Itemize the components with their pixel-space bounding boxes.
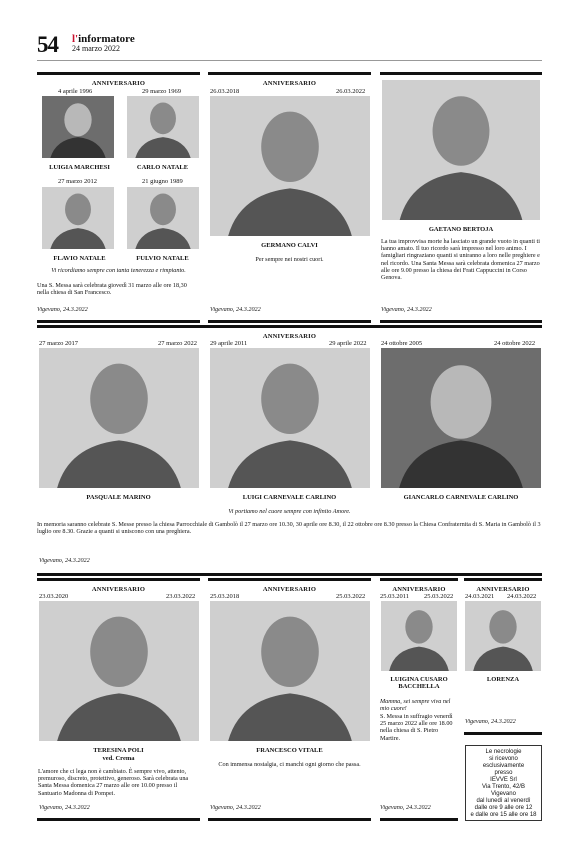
notice-line: IEVVE Srl: [490, 777, 517, 783]
portrait-photo: [465, 601, 541, 671]
portrait-photo: [39, 348, 199, 488]
deceased-name: GAETANO BERTOJA: [428, 226, 494, 233]
memorial-text: Una S. Messa sarà celebrata giovedì 31 marzo alle ore 18,30 nella chiesa di San Francesco.: [37, 282, 187, 297]
brand-word: informatore: [78, 33, 135, 45]
box-bottom-rule: [37, 320, 200, 323]
notice-line: dalle ore 9 alle ore 12: [474, 805, 533, 811]
footer-location: Vigevano, 24.3.2022: [210, 306, 261, 313]
anniversary-label: ANNIVERSARIO: [392, 586, 446, 593]
portrait-photo: [210, 348, 370, 488]
footer-location: Vigevano, 24.3.2022: [39, 557, 90, 564]
memorial-motto: Mamma, sei sempre viva nel mio cuore!: [380, 698, 451, 713]
footer-location: Vigevano, 24.3.2022: [39, 804, 90, 811]
date-label: 24 ottobre 2005: [381, 340, 423, 347]
obituary-notice-box: [465, 745, 542, 821]
box-bottom-rule: [464, 732, 542, 735]
page-number: 54: [37, 32, 58, 57]
box-top-rule: [37, 325, 542, 328]
anniversary-label: ANNIVERSARIO: [262, 586, 317, 593]
deceased-name: GERMANO CALVI: [261, 242, 318, 249]
date-label: 23.03.2022: [166, 593, 196, 600]
date-label: 25.03.2022: [424, 593, 454, 600]
memorial-text: La tua improvvisa morte ha lasciato un grande vuoto in quanti ti hanno amato. Il tuo ricordo sarà impresso nel loro animo. I famigliari ringraziano quanti si uniranno a loro nelle preghiere e nel ricordo. Una Santa Messa sarà celebrata domenica 27 marzo alle ore 9.00 presso la chiesa dei Frati Cappuccini in Corso Genova.: [381, 238, 540, 282]
memorial-motto: Vi ricordiamo sempre con tanta tenerezza e rimpianto.: [51, 267, 186, 274]
notice-line: Via Trento, 42/B: [482, 784, 525, 790]
notice-line: Le necrologie: [485, 749, 522, 755]
deceased-name: FRANCESCO VITALE: [256, 747, 323, 754]
portrait-photo: [39, 601, 199, 741]
portrait-photo: [381, 601, 457, 671]
date-label: 24 ottobre 2022: [494, 340, 536, 347]
deceased-name: LUIGINA CUSARO BACCHELLA: [390, 676, 448, 690]
header-divider: [37, 60, 542, 61]
box-top-rule: [37, 72, 200, 75]
deceased-name: TERESINA POLI: [93, 747, 144, 754]
notice-line: e dalle ore 15 alle ore 18: [470, 812, 537, 818]
deceased-name: PASQUALE MARINO: [86, 494, 151, 501]
box-top-rule: [208, 578, 371, 581]
date-label: 21 giugno 1989: [142, 178, 183, 185]
date-label: 27 marzo 2012: [58, 178, 97, 185]
portrait-photo: [127, 96, 199, 158]
notice-line: dal lunedì al venerdì: [476, 798, 531, 804]
portrait-photo: [382, 80, 540, 220]
anniversary-label: ANNIVERSARIO: [91, 586, 146, 593]
date-label: 24.03.2021: [465, 593, 495, 600]
footer-location: Vigevano, 24.3.2022: [381, 306, 432, 313]
notice-line: presso: [494, 770, 513, 776]
deceased-name: FLAVIO NATALE: [53, 255, 106, 262]
anniversary-label: ANNIVERSARIO: [262, 333, 317, 340]
deceased-name: LORENZA: [486, 676, 520, 683]
date-label: 4 aprile 1996: [58, 88, 93, 95]
date-label: 24.03.2022: [507, 593, 537, 600]
box-bottom-rule: [380, 320, 542, 323]
box-top-rule: [37, 578, 200, 581]
box-bottom-rule: [208, 320, 371, 323]
date-label: 25.03.2011: [380, 593, 410, 600]
notice-line: esclusivamente: [482, 763, 525, 769]
date-label: 25.03.2018: [210, 593, 240, 600]
portrait-photo: [210, 601, 370, 741]
notice-line: Vigevano: [491, 791, 516, 797]
issue-date: 24 marzo 2022: [72, 44, 120, 53]
deceased-name: FULVIO NATALE: [136, 255, 189, 262]
deceased-name: LUIGIA MARCHESI: [49, 164, 110, 171]
brand-prefix: l': [72, 33, 79, 45]
memorial-motto: Vi portiamo nel cuore sempre con infinito Amore.: [228, 508, 351, 515]
box-bottom-rule: [208, 818, 371, 821]
date-label: 27 marzo 2022: [158, 340, 197, 347]
portrait-photo: [210, 96, 370, 236]
date-label: 29 aprile 2022: [329, 340, 367, 347]
memorial-motto: Con immensa nostalgia, ci manchi ogni giorno che passa.: [218, 761, 361, 768]
box-bottom-rule: [380, 818, 458, 821]
deceased-name: LUIGI CARNEVALE CARLINO: [242, 494, 337, 501]
deceased-subname: ved. Crema: [102, 755, 135, 762]
footer-location: Vigevano, 24.3.2022: [37, 306, 88, 313]
memorial-text: S. Messa in suffragio venerdì 25 marzo 2022 alle ore 18.00 nella chiesa di S. Pietro Martire.: [380, 713, 453, 742]
box-bottom-rule: [37, 573, 542, 576]
anniversary-label: ANNIVERSARIO: [262, 80, 317, 87]
date-label: 23.03.2020: [39, 593, 69, 600]
deceased-name: GIANCARLO CARNEVALE CARLINO: [403, 494, 519, 501]
memorial-text: In memoria saranno celebrate S. Messe presso la chiesa Parrocchiale di Gambolò il 27 marzo ore 10.30, 30 aprile ore 8.30, il 22 ottobre ore 8.30 presso la Chiesa Confraternita di S. Maria in Gambolò il 3 luglio ore 8.30. Grazie a quanti si uniscono con una preghiera.: [37, 521, 541, 536]
date-label: 29 marzo 1969: [142, 88, 181, 95]
date-label: 25.03.2022: [336, 593, 366, 600]
box-bottom-rule: [37, 818, 200, 821]
portrait-photo: [127, 187, 199, 249]
anniversary-label: ANNIVERSARIO: [91, 80, 146, 87]
anniversary-label: ANNIVERSARIO: [476, 586, 530, 593]
portrait-photo: [42, 96, 114, 158]
date-label: 29 aprile 2011: [210, 340, 248, 347]
box-top-rule: [380, 578, 458, 581]
footer-location: Vigevano, 24.3.2022: [380, 804, 431, 811]
box-top-rule: [208, 72, 371, 75]
footer-location: Vigevano, 24.3.2022: [465, 718, 516, 725]
date-label: 26.03.2018: [210, 88, 240, 95]
date-label: 27 marzo 2017: [39, 340, 78, 347]
footer-location: Vigevano, 24.3.2022: [210, 804, 261, 811]
box-top-rule: [380, 72, 542, 75]
box-top-rule: [464, 578, 542, 581]
memorial-motto: Per sempre nei nostri cuori.: [255, 256, 324, 263]
notice-line: si ricevono: [489, 756, 518, 762]
date-label: 26.03.2022: [336, 88, 366, 95]
portrait-photo: [42, 187, 114, 249]
deceased-name: CARLO NATALE: [136, 164, 189, 171]
portrait-photo: [381, 348, 541, 488]
memorial-text: L'amore che ci lega non è cambiato. È sempre vivo, attento, premuroso, discreto, protettivo, generoso. Sarà celebrata una Santa Messa domenica 27 marzo alle ore 10.00 presso il Santuario Madonna di Pompei.: [38, 768, 189, 797]
